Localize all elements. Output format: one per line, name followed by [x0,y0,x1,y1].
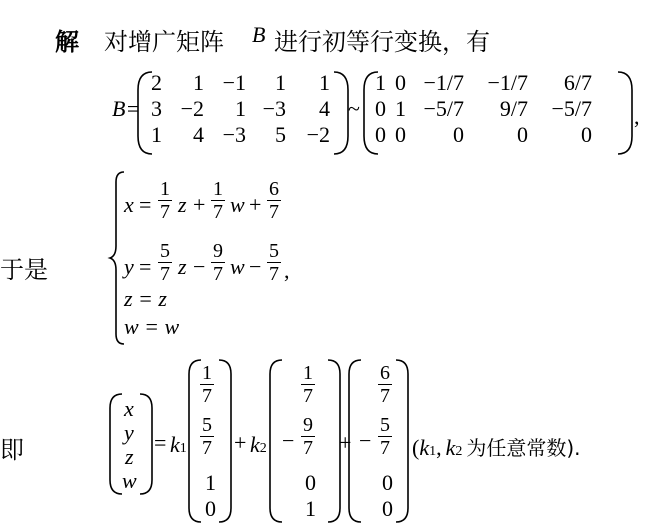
system-eq4: w = w [124,314,180,339]
v2-a: 1 7 [303,362,313,407]
matrix-reduced-cell: 0 [395,122,406,147]
v2-d: 1 [305,496,316,521]
matrix-b-cell: 1 [193,70,204,95]
eq2-var-z: z [178,254,187,279]
matrix-end-comma: , [634,104,640,129]
matrix-reduced-cell: −5/7 [423,96,464,121]
v3-b-sign: − [359,428,372,453]
system-eq3: z = z [124,286,167,311]
matrix-reduced-cell: −1/7 [487,70,528,95]
v1-b: 5 7 [202,414,212,459]
v2-b: 9 7 [303,414,313,459]
lhs-y: y [124,420,134,445]
v3-a: 6 7 [380,362,390,407]
eq2-coef1: 5 7 [160,240,170,285]
v1-a: 1 7 [202,362,212,407]
eq2-minus-2: − [249,254,262,279]
eq1-plus-2: + [249,192,262,217]
matrix-b-cell: 1 [319,70,330,95]
v2-c: 0 [305,470,316,495]
eq1-var-z: z [178,192,187,217]
intro-text-2: 进行初等行变换，有 [274,28,490,56]
vector-label: 即 [0,436,24,464]
matrix-reduced-cell: 0 [375,122,386,147]
eq1-const: 6 7 [269,178,279,223]
matrix-b-cell: −3 [222,122,246,147]
matrix-b-cell: 4 [319,96,330,121]
matrix-reduced-cell: 0 [375,96,386,121]
matrix-reduced-cell: 0 [395,70,406,95]
k1: k1 [170,432,187,457]
v3-c: 0 [382,470,393,495]
lhs-x: x [124,396,134,421]
matrix-reduced-cell: 1 [395,96,406,121]
eq2-minus: − [193,254,206,279]
matrix-b-cell: −1 [222,70,246,95]
matrix-b-cell: 4 [193,122,204,147]
lhs-w: w [122,468,137,493]
matrix-b-cell: −2 [180,96,204,121]
matrix-b-cell: 1 [235,96,246,121]
eq2-coef2: 9 7 [213,240,223,285]
vector-equals: = [154,430,167,455]
eq1-coef1: 1 7 [160,178,170,223]
matrix-lhs: B= [112,96,141,121]
matrix-b-cell: 5 [275,122,286,147]
matrix-reduced-cell: 0 [581,122,592,147]
intro-text: 对增广矩阵 [104,28,224,56]
eq2-const: 5 7 [269,240,279,285]
matrix-b-cell: 1 [151,122,162,147]
matrix-reduced-cell: 1 [375,70,386,95]
matrix-b-cell: −3 [262,96,286,121]
eq2-comma: , [284,258,290,283]
eq1-lhs: x [124,192,134,217]
eq1-var-w: w [230,192,245,217]
eq2-equals: = [139,254,152,279]
plus-2: + [339,430,352,455]
matrix-reduced-cell: −5/7 [551,96,592,121]
v1-c: 1 [205,470,216,495]
eq2-lhs: y [124,254,134,279]
v1-d: 0 [205,496,216,521]
matrix-reduced-cell: 0 [453,122,464,147]
matrix-reduced-cell: −1/7 [423,70,464,95]
matrix-b-cell: −2 [306,122,330,147]
eq2-var-w: w [230,254,245,279]
eq1-equals: = [139,192,152,217]
plus-1: + [234,430,247,455]
k2: k2 [250,432,267,457]
matrix-sim: ~ [348,96,360,121]
matrix-b-cell: 2 [151,70,162,95]
matrix-b-cell: 1 [275,70,286,95]
solution-label: 解 [55,28,79,56]
v2-b-sign: − [282,428,295,453]
intro-var-b: B [252,22,266,47]
v3-b: 5 7 [380,414,390,459]
system-label: 于是 [0,256,48,284]
eq1-coef2: 1 7 [213,178,223,223]
matrix-reduced-cell: 6/7 [563,70,592,95]
matrix-reduced-cell: 0 [517,122,528,147]
v3-d: 0 [382,496,393,521]
lhs-z: z [125,444,134,469]
matrix-b-cell: 3 [151,96,162,121]
constants-note: (k1, k2 为任意常数). [412,435,581,460]
eq1-plus: + [193,192,206,217]
matrix-reduced-cell: 9/7 [499,96,528,121]
